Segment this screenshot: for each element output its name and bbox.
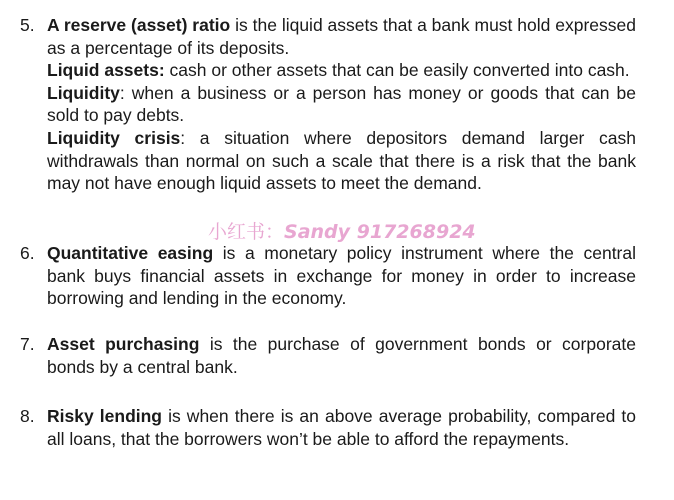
list-item-5 <box>20 14 636 195</box>
list-item-body <box>47 333 636 378</box>
term: A reserve (asset) ratio <box>47 15 231 35</box>
list-item-body <box>47 14 636 195</box>
definition-text: is a monetary policy instrument where the central bank buys financial assets in exchange for money in order to increase borrowing and lending in the economy. <box>47 243 637 309</box>
list-number: 6. <box>20 243 35 263</box>
term: Risky lending <box>47 406 162 426</box>
list-item-body <box>47 405 636 450</box>
definition-liquid-assets <box>47 59 636 82</box>
term: Asset purchasing <box>47 334 200 354</box>
definition-text: : a situation where depositors demand larger cash withdrawals than normal on such a scale that there is a risk that the bank may not have enough liquid assets to meet the demand. <box>47 127 636 194</box>
term: Liquidity crisis <box>47 127 181 148</box>
definition-text: is the liquid assets that a bank must hold expressed as a percentage of its deposits. <box>47 15 636 58</box>
definition-text: : when a business or a person has money or goods that can be sold to pay debts. <box>47 82 636 126</box>
definition-text: is when there is an above average probability, compared to all loans, that the borrowers won’t be able to afford the repayments. <box>47 406 636 449</box>
definition-risky-lending <box>47 405 636 450</box>
definition-reserve-ratio <box>47 14 636 59</box>
definition-text: cash or other assets that can be easily converted into cash. <box>164 60 630 81</box>
list-number: 5. <box>20 15 35 35</box>
watermark-text: Sandy 917268924 <box>284 221 476 243</box>
definition-liquidity <box>47 82 636 127</box>
term: Quantitative easing <box>47 243 214 263</box>
definition-liquidity-crisis <box>47 127 636 195</box>
term: Liquidity <box>47 82 120 103</box>
definition-quantitative-easing <box>47 242 636 310</box>
list-number: 7. <box>20 334 35 354</box>
list-item-7 <box>20 333 636 378</box>
definition-text: is the purchase of government bonds or corporate bonds by a central bank. <box>47 334 636 377</box>
list-number: 8. <box>20 406 35 426</box>
list-item-8 <box>20 405 636 450</box>
list-item-6 <box>20 242 636 310</box>
definition-asset-purchasing <box>47 333 636 378</box>
term: Liquid assets: <box>47 60 165 81</box>
watermark-prefix: 小红书： <box>208 221 285 243</box>
list-item-body <box>47 242 636 310</box>
